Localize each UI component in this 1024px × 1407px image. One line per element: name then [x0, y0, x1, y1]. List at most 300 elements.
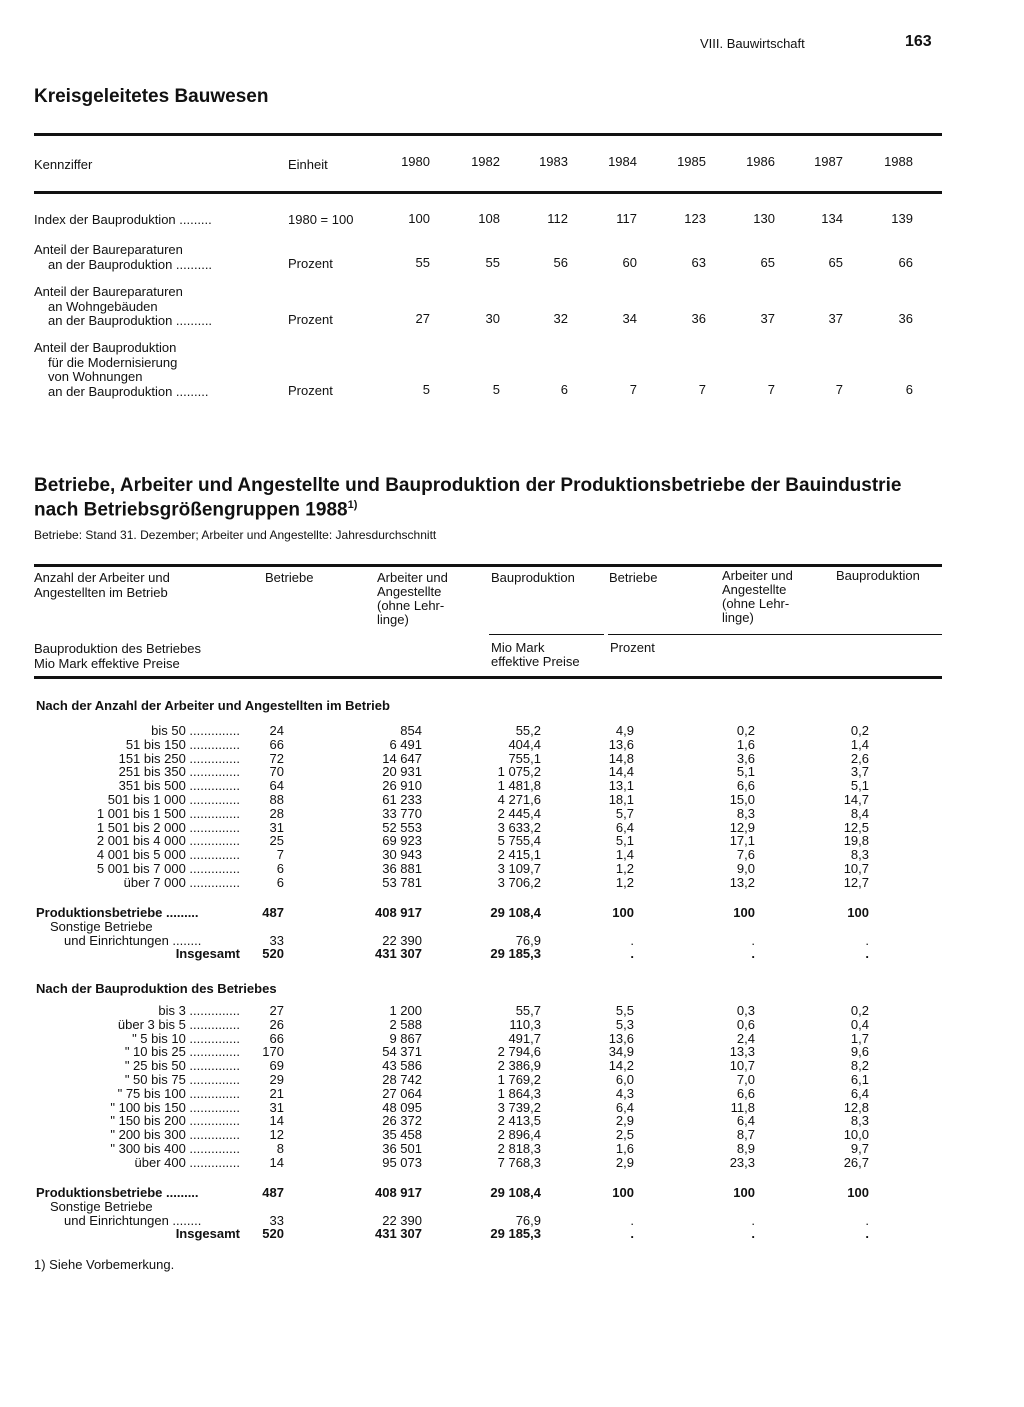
table-cell: 36 881	[382, 861, 422, 876]
table-cell: 43 586	[382, 1058, 422, 1074]
unit-rule-mio	[489, 634, 604, 635]
table-cell: 5,3	[615, 1016, 634, 1032]
table-cell: 1 075,2	[497, 764, 541, 780]
table1-cell: 34	[622, 311, 637, 326]
table-cell: 6,6	[736, 778, 755, 794]
table-cell: 14	[269, 1154, 284, 1170]
table-cell: 8,7	[736, 1127, 755, 1143]
table-cell: 6,4	[736, 1113, 755, 1129]
col-arbeiter-pct-header-3: (ohne Lehr-	[722, 596, 790, 611]
table-cell: 70	[269, 764, 284, 780]
table-row-label: 5 001 bis 7 000 ..............	[96, 861, 240, 876]
table-cell: 10,0	[843, 1127, 869, 1143]
table1-cell: 6	[905, 381, 913, 397]
table-cell: 29	[269, 1072, 284, 1087]
col-arbeiter-header-4: linge)	[377, 612, 409, 627]
table-cell: 8,3	[850, 847, 869, 863]
table-cell: 5,7	[615, 805, 634, 821]
table1-cell: 7	[698, 381, 706, 397]
table-cell: 7 768,3	[497, 1154, 541, 1170]
table-cell: 3 633,2	[497, 819, 541, 835]
totals-cell: .	[865, 1226, 869, 1242]
table-row-label: 1 001 bis 1 500 ..............	[96, 805, 240, 821]
section1-heading: Nach der Anzahl der Arbeiter und Angestellten im Betrieb	[36, 698, 390, 713]
table-cell: 88	[269, 792, 284, 807]
table1-top-rule	[34, 133, 942, 136]
col-arbeiter-header-1: Arbeiter und	[377, 570, 448, 585]
table-cell: 31	[269, 819, 284, 835]
col-arbeiter-pct-header-1: Arbeiter und	[722, 568, 793, 583]
table-cell: 5,5	[615, 1003, 634, 1018]
table1-row-label: an der Bauproduktion .........	[48, 383, 209, 399]
table-cell: 14 647	[382, 750, 422, 766]
totals-cell: 29 185,3	[490, 1226, 541, 1242]
table-row-label: 351 bis 500 ..............	[118, 778, 240, 794]
table-row-label: über 7 000 ..............	[123, 874, 240, 890]
table1-col-header: 1982	[471, 154, 500, 169]
table-cell: 4,9	[615, 723, 634, 738]
totals-cell: 29 185,3	[490, 946, 541, 962]
totals-cell: 487	[262, 1185, 284, 1200]
table-cell: 27 064	[382, 1085, 422, 1101]
table-row-label: " 25 bis 50 ..............	[124, 1058, 240, 1074]
table-cell: 61 233	[382, 792, 422, 807]
table-cell: 26 910	[382, 778, 422, 794]
table1-col-header: 1985	[677, 154, 706, 169]
table-row-label: " 10 bis 25 ..............	[124, 1044, 240, 1060]
page-number: 163	[905, 33, 932, 50]
table-row-label: 51 bis 150 ..............	[125, 736, 240, 752]
totals-row-label: und Einrichtungen ........	[64, 932, 202, 948]
table2-subtitle: Betriebe: Stand 31. Dezember; Arbeiter und Angestellte: Jahresdurchschnitt	[34, 528, 437, 542]
table-cell: 5,1	[615, 833, 634, 849]
totals-cell: 100	[847, 905, 869, 920]
totals-row-label: Sonstige Betriebe	[50, 1198, 153, 1214]
totals-cell: .	[751, 932, 755, 948]
table-cell: 0,4	[850, 1016, 869, 1032]
table1-col-header: 1983	[539, 154, 568, 169]
table-cell: 12	[269, 1127, 284, 1143]
totals-cell: .	[751, 946, 755, 962]
table-cell: 2 413,5	[497, 1113, 541, 1129]
table-cell: 0,2	[850, 723, 869, 738]
table-cell: 5,1	[736, 764, 755, 780]
col-size-header-line1: Anzahl der Arbeiter und	[34, 570, 170, 585]
table1-row-label: für die Modernisierung	[48, 354, 178, 370]
table1-header-rule	[34, 191, 942, 194]
totals-cell: .	[751, 1212, 755, 1228]
col-bauproduktion-pct-header: Bauproduktion	[836, 568, 920, 583]
table-cell: 48 095	[382, 1099, 422, 1115]
table1-cell: 108	[478, 211, 500, 226]
totals-cell: 520	[262, 946, 284, 962]
table-cell: 13,3	[729, 1044, 755, 1060]
table-cell: 64	[269, 778, 284, 794]
table1-cell: 65	[828, 254, 843, 270]
unit-rule-prozent	[608, 634, 942, 635]
totals-row-label: Sonstige Betriebe	[50, 918, 153, 934]
table1-col-header: Kennziffer	[34, 157, 93, 172]
footnote: 1) Siehe Vorbemerkung.	[34, 1257, 175, 1272]
table-cell: 1,2	[615, 861, 634, 876]
table-row-label: 251 bis 350 ..............	[118, 764, 240, 780]
table1-cell: 37	[828, 311, 843, 326]
table-cell: 28 742	[382, 1072, 422, 1087]
table-cell: 4,3	[615, 1085, 634, 1101]
totals-cell: 29 108,4	[490, 1185, 541, 1200]
table-cell: 15,0	[729, 792, 755, 807]
table-row-label: " 150 bis 200 ..............	[110, 1113, 240, 1129]
table-cell: 23,3	[729, 1154, 755, 1170]
table1-cell: 5	[492, 381, 500, 397]
table-cell: 8	[276, 1141, 284, 1156]
table1-cell: 56	[553, 254, 568, 270]
table1-cell: 117	[616, 211, 637, 226]
totals-cell: 520	[262, 1226, 284, 1242]
table-cell: 3 739,2	[497, 1099, 541, 1115]
table1-cell: 134	[821, 211, 843, 226]
table-cell: 2,6	[850, 750, 869, 766]
table-cell: 6,4	[850, 1085, 869, 1101]
table1-cell: 5	[422, 381, 430, 397]
table-cell: 35 458	[382, 1127, 422, 1143]
table-cell: 1,2	[615, 874, 634, 890]
table1-cell: 139	[891, 211, 913, 226]
table1-cell: 55	[415, 254, 430, 270]
table-cell: 0,6	[736, 1016, 755, 1032]
table1-cell: 130	[753, 211, 775, 226]
table1-cell: 112	[547, 211, 568, 226]
totals-cell: 487	[262, 905, 284, 920]
table-row-label: bis 3 ..............	[158, 1003, 240, 1018]
totals-cell: 100	[847, 1185, 869, 1200]
table-cell: 36 501	[382, 1141, 422, 1156]
totals-cell: .	[630, 1212, 634, 1228]
totals-cell: .	[630, 1226, 634, 1242]
table-cell: 20 931	[382, 764, 422, 780]
table1-cell: 6	[560, 381, 568, 397]
table-cell: 66	[269, 1030, 284, 1046]
totals-cell: 76,9	[515, 1212, 541, 1228]
table1-cell: 32	[553, 311, 568, 326]
table-row-label: " 75 bis 100 ..............	[117, 1085, 240, 1101]
table-cell: 14,4	[608, 764, 634, 780]
table1-cell: 123	[684, 211, 706, 226]
table1-row-label: Anteil der Baureparaturen	[34, 284, 183, 299]
table-cell: 4 271,6	[497, 792, 541, 807]
table1-row-unit: Prozent	[288, 312, 333, 327]
table-cell: 14,2	[608, 1058, 634, 1074]
table1-row-label: an Wohngebäuden	[48, 298, 158, 314]
table-row-label: " 5 bis 10 ..............	[132, 1030, 240, 1046]
table-cell: 1,6	[736, 736, 755, 752]
table1-cell: 27	[415, 311, 430, 326]
table-row-label: über 3 bis 5 ..............	[117, 1016, 240, 1032]
table-cell: 12,8	[843, 1099, 869, 1115]
table-cell: 12,9	[729, 819, 755, 835]
table-cell: 8,4	[850, 805, 869, 821]
table-cell: 3,6	[736, 750, 755, 766]
table-cell: 55,7	[515, 1003, 541, 1018]
table1-cell: 36	[691, 311, 706, 326]
table-cell: 404,4	[508, 736, 541, 752]
table-cell: 55,2	[515, 723, 541, 738]
col-bauproduktion-header: Bauproduktion	[491, 570, 575, 585]
table1-cell: 100	[408, 211, 430, 226]
totals-cell: .	[630, 932, 634, 948]
table1-row-unit: 1980 = 100	[288, 212, 354, 227]
table-cell: 9,7	[850, 1141, 869, 1156]
table-cell: 3 109,7	[497, 861, 541, 876]
table-cell: 6,4	[615, 819, 634, 835]
table-cell: 33 770	[382, 805, 422, 821]
totals-row-label: Produktionsbetriebe .........	[36, 905, 199, 920]
table-cell: 30 943	[382, 847, 422, 863]
table1-row-label: an der Bauproduktion ..........	[48, 256, 213, 272]
table-row-label: 4 001 bis 5 000 ..............	[96, 847, 240, 863]
table2-header-rule	[34, 676, 942, 679]
totals-row-label: Insgesamt	[175, 946, 240, 962]
table1-col-header: 1984	[608, 154, 637, 169]
table1-cell: 55	[485, 254, 500, 270]
table-cell: 2 386,9	[497, 1058, 541, 1074]
section2-heading: Nach der Bauproduktion des Betriebes	[36, 981, 277, 996]
table-cell: 8,9	[736, 1141, 755, 1156]
table-cell: 6,0	[615, 1072, 634, 1087]
table-cell: 1,6	[615, 1141, 634, 1156]
table-cell: 170	[262, 1044, 284, 1060]
table1-row-label: an der Bauproduktion ..........	[48, 313, 213, 328]
totals-cell: 22 390	[382, 1212, 422, 1228]
table-cell: 5 755,4	[497, 833, 541, 849]
table-cell: 52 553	[382, 819, 422, 835]
unit-mio-line1: Mio Mark	[491, 640, 545, 655]
table1-cell: 65	[760, 254, 775, 270]
table1-cell: 7	[767, 381, 775, 397]
table-cell: 17,1	[729, 833, 755, 849]
table-cell: 6,6	[736, 1085, 755, 1101]
table-cell: 2,5	[615, 1127, 634, 1143]
table-cell: 0,2	[736, 723, 755, 738]
table-cell: 6,1	[850, 1072, 869, 1087]
table-cell: 9,0	[736, 861, 755, 876]
table-cell: 2 896,4	[497, 1127, 541, 1143]
totals-cell: .	[865, 932, 869, 948]
table-cell: 13,6	[608, 1030, 634, 1046]
table1-cell: 66	[898, 254, 913, 270]
table-cell: 6	[276, 861, 284, 876]
table-cell: 14,7	[843, 792, 869, 807]
totals-cell: 29 108,4	[490, 905, 541, 920]
totals-cell: 33	[269, 1212, 284, 1228]
table-cell: 14	[269, 1113, 284, 1129]
col-arbeiter-header-2: Angestellte	[377, 584, 442, 599]
table1-cell: 63	[691, 254, 706, 270]
table1-cell: 30	[485, 311, 500, 326]
table-cell: 6	[276, 874, 284, 890]
table-cell: 2,9	[615, 1113, 634, 1129]
table-cell: 95 073	[382, 1154, 422, 1170]
table1-col-header: Einheit	[288, 157, 328, 172]
table2-title-line2: nach Betriebsgrößengruppen 1988$^{1)}$	[34, 499, 358, 521]
table-cell: 9,6	[850, 1044, 869, 1060]
table-cell: 12,5	[843, 819, 869, 835]
table-cell: 24	[269, 723, 284, 738]
table-cell: 2 794,6	[497, 1044, 541, 1060]
col-arbeiter-pct-header-2: Angestellte	[722, 582, 787, 597]
table-cell: 110,3	[509, 1016, 541, 1032]
table-cell: 13,2	[729, 874, 755, 890]
table-row-label: bis 50 ..............	[151, 723, 240, 738]
table-cell: 2,9	[615, 1154, 634, 1170]
table-cell: 34,9	[608, 1044, 634, 1060]
totals-cell: 22 390	[382, 932, 422, 948]
table-cell: 28	[269, 805, 284, 821]
totals-cell: 100	[612, 1185, 634, 1200]
table1-cell: 7	[629, 381, 637, 397]
table-cell: 2 588	[389, 1016, 422, 1032]
table-cell: 26	[269, 1016, 284, 1032]
table-cell: 1 864,3	[497, 1085, 541, 1101]
col-arbeiter-header-3: (ohne Lehr-	[377, 598, 445, 613]
table1-row-unit: Prozent	[288, 382, 333, 398]
table-cell: 26 372	[382, 1113, 422, 1129]
table-row-label: 2 001 bis 4 000 ..............	[96, 833, 240, 849]
table1-col-header: 1988	[884, 154, 913, 169]
totals-cell: 408 917	[375, 1185, 422, 1200]
table-cell: 5,1	[850, 778, 869, 794]
table-cell: 1,4	[615, 847, 634, 863]
table-cell: 0,2	[850, 1003, 869, 1018]
table-cell: 755,1	[508, 750, 541, 766]
totals-cell: 100	[612, 905, 634, 920]
table-cell: 19,8	[843, 833, 869, 849]
table-cell: 1,4	[850, 736, 869, 752]
table-cell: 491,7	[508, 1030, 541, 1046]
table-row-label: " 300 bis 400 ..............	[110, 1141, 240, 1156]
table-cell: 854	[400, 723, 422, 738]
totals-cell: 76,9	[515, 932, 541, 948]
table-row-label: " 200 bis 300 ..............	[110, 1127, 240, 1143]
table-cell: 27	[269, 1003, 284, 1018]
table-row-label: " 100 bis 150 ..............	[110, 1099, 240, 1115]
totals-row-label: und Einrichtungen ........	[64, 1212, 202, 1228]
table-cell: 0,3	[736, 1003, 755, 1018]
unit-prozent: Prozent	[610, 640, 655, 655]
totals-cell: .	[751, 1226, 755, 1242]
table-cell: 11,8	[730, 1099, 755, 1115]
table1-row-label: Anteil der Baureparaturen	[34, 242, 183, 257]
running-header-section: VIII. Bauwirtschaft	[700, 36, 805, 51]
unit-mio-line2: effektive Preise	[491, 654, 580, 669]
table-cell: 7,0	[736, 1072, 755, 1087]
table-cell: 31	[269, 1099, 284, 1115]
table-cell: 1,7	[850, 1030, 869, 1046]
table-cell: 25	[269, 833, 284, 849]
table1-row-unit: Prozent	[288, 255, 333, 271]
table-cell: 8,2	[850, 1058, 869, 1074]
table-cell: 72	[269, 750, 284, 766]
table-cell: 6 491	[389, 736, 422, 752]
table-cell: 69 923	[382, 833, 422, 849]
table2-top-rule	[34, 564, 942, 567]
table1-row-label: von Wohnungen	[48, 369, 143, 384]
table-cell: 2,4	[736, 1030, 755, 1046]
col-betriebe-pct-header: Betriebe	[609, 570, 658, 585]
table-cell: 2 445,4	[497, 805, 541, 821]
table-cell: 3,7	[850, 764, 869, 780]
table-cell: 6,4	[615, 1099, 634, 1115]
table-cell: 1 769,2	[497, 1072, 541, 1087]
totals-row-label: Insgesamt	[175, 1226, 240, 1242]
table-cell: 18,1	[608, 792, 634, 807]
table-cell: 26,7	[843, 1154, 869, 1170]
col-betriebe-header: Betriebe	[265, 570, 314, 585]
table-cell: 1 200	[389, 1003, 422, 1018]
totals-cell: 100	[733, 1185, 755, 1200]
col-size-header-line3: Bauproduktion des Betriebes	[34, 641, 201, 656]
totals-cell: 431 307	[375, 946, 422, 962]
table-cell: 14,8	[608, 750, 634, 766]
totals-row-label: Produktionsbetriebe .........	[36, 1185, 199, 1200]
table-cell: 21	[269, 1085, 284, 1101]
totals-cell: .	[630, 946, 634, 962]
col-arbeiter-pct-header-4: linge)	[722, 610, 754, 625]
table-cell: 10,7	[843, 861, 869, 876]
totals-cell: .	[865, 1212, 869, 1228]
table-cell: 69	[269, 1058, 284, 1074]
table-cell: 7,6	[736, 847, 755, 863]
table-row-label: 1 501 bis 2 000 ..............	[96, 819, 240, 835]
table1-cell: 37	[760, 311, 775, 326]
table-cell: 2 415,1	[497, 847, 541, 863]
table-cell: 12,7	[843, 874, 869, 890]
table-row-label: 151 bis 250 ..............	[118, 750, 240, 766]
table-cell: 53 781	[382, 874, 422, 890]
table-cell: 3 706,2	[497, 874, 541, 890]
table-row-label: " 50 bis 75 ..............	[124, 1072, 240, 1087]
col-size-header-line2: Angestellten im Betrieb	[34, 585, 168, 600]
table-cell: 13,1	[608, 778, 634, 794]
totals-cell: .	[865, 946, 869, 962]
table1-cell: 36	[898, 311, 913, 326]
table-cell: 1 481,8	[497, 778, 541, 794]
table1-row-label: Index der Bauproduktion .........	[34, 212, 212, 227]
table-row-label: 501 bis 1 000 ..............	[107, 792, 240, 807]
totals-cell: 408 917	[375, 905, 422, 920]
totals-cell: 33	[269, 932, 284, 948]
table-cell: 13,6	[608, 736, 634, 752]
table1-title: Kreisgeleitetes Bauwesen	[34, 86, 269, 107]
table-cell: 10,7	[729, 1058, 755, 1074]
table-row-label: über 400 ..............	[134, 1154, 240, 1170]
table-cell: 7	[276, 847, 284, 863]
table2-title-line1: Betriebe, Arbeiter und Angestellte und Bauproduktion der Produktionsbetriebe der Bauindustrie	[34, 475, 902, 496]
table-cell: 8,3	[736, 805, 755, 821]
table-cell: 8,3	[850, 1113, 869, 1129]
table1-col-header: 1980	[401, 154, 430, 169]
title-footnote-mark: 1)	[347, 499, 358, 511]
table1-cell: 60	[622, 254, 637, 270]
table1-cell: 7	[835, 381, 843, 397]
col-size-header-line4: Mio Mark effektive Preise	[34, 656, 180, 671]
totals-cell: 431 307	[375, 1226, 422, 1242]
table-cell: 9 867	[389, 1030, 422, 1046]
table1-col-header: 1986	[746, 154, 775, 169]
table1-row-label: Anteil der Bauproduktion	[34, 340, 177, 355]
table-cell: 54 371	[382, 1044, 422, 1060]
table-cell: 2 818,3	[497, 1141, 541, 1156]
